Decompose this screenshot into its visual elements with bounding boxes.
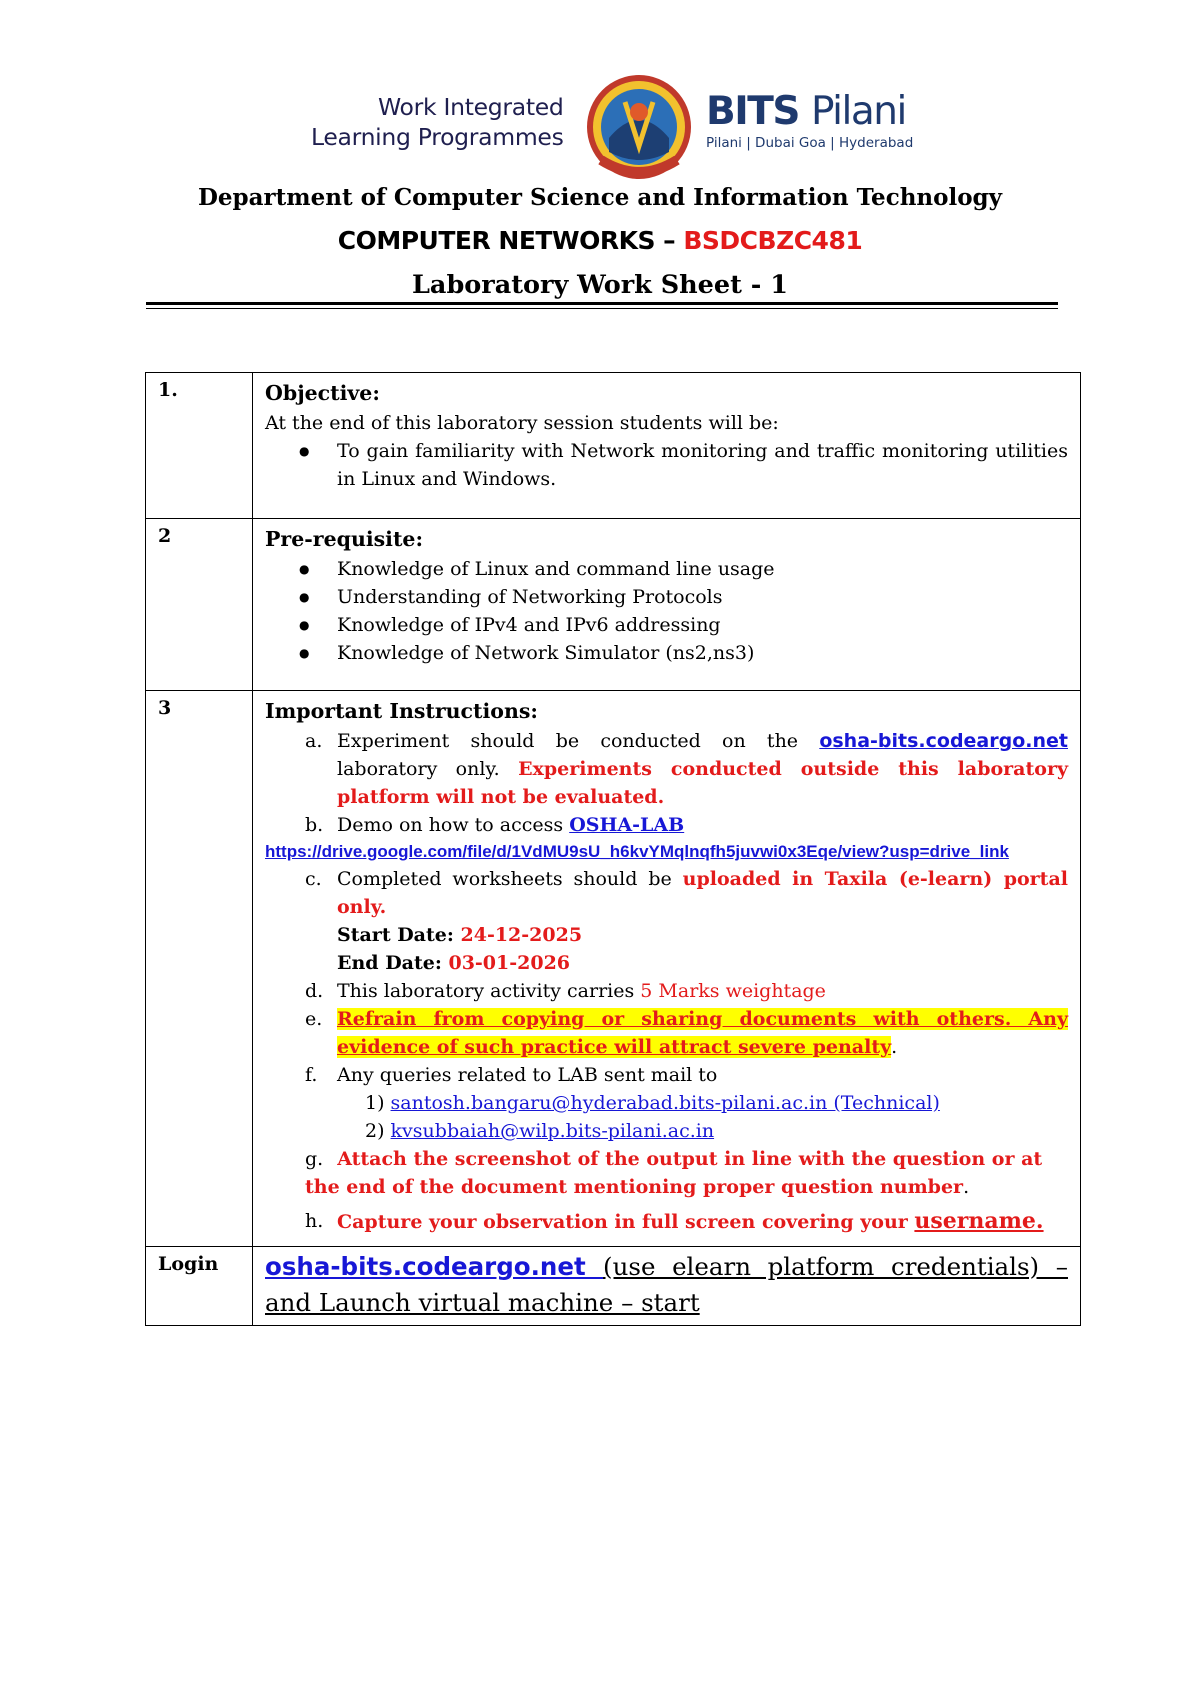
- instruction-text: laboratory only.: [337, 758, 519, 780]
- instruction-text: Completed worksheets should be: [337, 868, 683, 890]
- start-date-line: [265, 921, 1068, 949]
- marks-weightage: 5 Marks weightage: [640, 980, 826, 1002]
- department-title: Department of Computer Science and Information Technology: [197, 184, 1003, 211]
- login-text: (use elearn platform credentials) – and Launch virtual machine – start: [265, 1252, 1068, 1317]
- punctuation: .: [891, 1036, 898, 1058]
- objective-cell: [253, 373, 1081, 519]
- campus-list: Pilani | Dubai Goa | Hyderabad: [706, 135, 914, 151]
- objective-intro: At the end of this laboratory session students will be:: [265, 412, 779, 434]
- instruction-d: [265, 977, 1068, 1005]
- start-date-label: Start Date:: [337, 924, 461, 946]
- instruction-a: [265, 727, 1068, 811]
- instruction-text: Demo on how to access: [337, 814, 570, 836]
- login-portal-link[interactable]: osha-bits.codeargo.net: [265, 1252, 604, 1281]
- login-label: Login: [146, 1247, 253, 1326]
- row-number: 3: [146, 691, 253, 1247]
- upload-instruction: uploaded in Taxila (e-learn) portal only: [337, 868, 1068, 918]
- instruction-text: This laboratory activity carries: [337, 980, 641, 1002]
- technical-contact-email[interactable]: santosh.bangaru@hyderabad.bits-pilani.ac.in (Technical): [390, 1092, 940, 1114]
- instruction-label: h.: [305, 1210, 324, 1232]
- bits-pilani-wordmark: [706, 89, 914, 152]
- document-header: [0, 62, 1200, 180]
- instruction-e: [265, 1005, 1068, 1061]
- list-item: ● Knowledge of Network Simulator (ns2,ns3): [337, 639, 1068, 667]
- username-note: username.: [914, 1208, 1044, 1234]
- course-name: COMPUTER NETWORKS –: [337, 226, 684, 255]
- instruction-label: d.: [305, 980, 324, 1002]
- list-item: ● Understanding of Networking Protocols: [337, 583, 1068, 611]
- instruction-b: [265, 811, 1068, 839]
- punctuation: .: [379, 896, 387, 918]
- osha-lab-link[interactable]: osha-bits.codeargo.net: [819, 730, 1068, 752]
- table-row-instructions: [146, 691, 1081, 1247]
- wilp-wordmark: [311, 92, 564, 152]
- instruction-text: Any queries related to LAB sent mail to: [337, 1064, 718, 1086]
- punctuation: .: [963, 1176, 970, 1198]
- course-code: BSDCBZC481: [683, 226, 863, 255]
- end-date-line: [265, 949, 1068, 977]
- prerequisite-cell: [253, 519, 1081, 691]
- bits-emblem-logo: [585, 72, 693, 182]
- drive-video-link[interactable]: https://drive.google.com/file/d/1VdMU9sU_h6kvYMqlnqfh5juvwi0x3Eqe/view?usp=drive_link: [265, 842, 1009, 861]
- login-instructions: [265, 1249, 1068, 1321]
- prerequisite-heading: Pre-requisite:: [265, 527, 424, 551]
- instruction-label: g.: [305, 1148, 324, 1170]
- admin-contact-email[interactable]: kvsubbaiah@wilp.bits-pilani.ac.in: [390, 1120, 715, 1142]
- bits-name: BITS: [706, 89, 799, 134]
- title-rule-thin: [146, 308, 1058, 309]
- instruction-text: Experiment should be conducted on the: [337, 730, 820, 752]
- objective-heading: Objective:: [265, 381, 380, 405]
- contact-number: 2): [365, 1120, 391, 1142]
- capture-instruction: Capture your observation in full screen covering your: [337, 1211, 915, 1233]
- title-rule-thick: [146, 302, 1058, 305]
- title-block: [0, 180, 1200, 306]
- instruction-label: f.: [305, 1064, 318, 1086]
- start-date-value: 24-12-2025: [460, 924, 583, 946]
- pilani-name: Pilani: [811, 89, 906, 134]
- contact-2: [265, 1117, 1068, 1145]
- instruction-label: c.: [305, 868, 322, 890]
- list-item: ● Knowledge of IPv4 and IPv6 addressing: [337, 611, 1068, 639]
- course-title: [0, 218, 1200, 264]
- end-date-label: End Date:: [337, 952, 449, 974]
- row-number: 2: [146, 519, 253, 691]
- instructions-heading: Important Instructions:: [265, 699, 538, 723]
- instruction-f: [265, 1061, 1068, 1089]
- contact-number: 1): [365, 1092, 391, 1114]
- instruction-c: [265, 865, 1068, 921]
- prerequisite-list: [265, 555, 1068, 667]
- table-row-prerequisite: [146, 519, 1081, 691]
- objective-list: [265, 437, 1068, 493]
- worksheet-title: Laboratory Work Sheet - 1: [412, 270, 788, 300]
- instruction-g: [265, 1145, 1068, 1201]
- instruction-h: [265, 1207, 1068, 1236]
- wilp-line-1: Work Integrated: [378, 93, 564, 121]
- end-date-value: 03-01-2026: [448, 952, 571, 974]
- worksheet-table: [145, 372, 1081, 1326]
- login-cell: [253, 1247, 1081, 1326]
- instruction-label: a.: [305, 730, 323, 752]
- instructions-cell: [253, 691, 1081, 1247]
- list-item: ● To gain familiarity with Network monitoring and traffic monitoring utilities in Linux and Windows.: [337, 437, 1068, 493]
- osha-lab-demo-link[interactable]: OSHA-LAB: [569, 814, 685, 836]
- screenshot-instruction: Attach the screenshot of the output in line with the question or at the end of the document mentioning proper question number: [305, 1148, 1043, 1198]
- table-row-login: [146, 1247, 1081, 1326]
- contact-1: [265, 1089, 1068, 1117]
- table-row-objective: [146, 373, 1081, 519]
- list-item: ● Knowledge of Linux and command line usage: [337, 555, 1068, 583]
- row-number: 1.: [146, 373, 253, 519]
- wilp-line-2: Learning Programmes: [311, 123, 564, 151]
- evaluation-warning: Experiments conducted outside this laboratory platform will not be evaluated.: [337, 758, 1068, 808]
- instruction-label: e.: [305, 1008, 323, 1030]
- instruction-label: b.: [305, 814, 324, 836]
- plagiarism-warning: Refrain from copying or sharing documents with others. Any evidence of such practice will attract severe penalty: [337, 1008, 1068, 1058]
